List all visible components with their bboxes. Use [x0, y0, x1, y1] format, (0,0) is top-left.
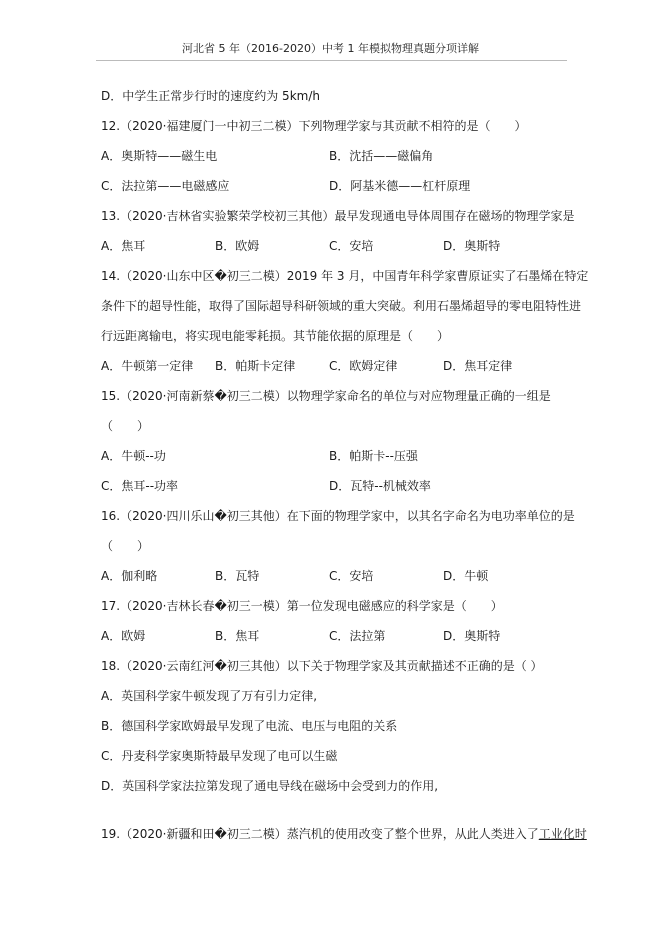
- question-17-option-b: B．焦耳: [215, 629, 260, 643]
- header-divider: [96, 60, 567, 61]
- question-16-stem-line-1: 16.（2020·四川乐山�初三其他）在下面的物理学家中，以其名字命名为电功率单位的是: [101, 509, 575, 523]
- page-header: 河北省 5 年（2016-2020）中考 1 年模拟物理真题分项详解: [182, 42, 479, 55]
- question-16-stem-line-2: （ ）: [101, 539, 150, 553]
- question-19-stem-underlined: 工业化时: [538, 827, 587, 841]
- question-14-stem-line-2: 条件下的超导性能，取得了国际超导科研领域的重大突破。利用石墨烯超导的零电阻特性进: [101, 299, 582, 313]
- question-18-stem: 18.（2020·云南红河�初三其他）以下关于物理学家及其贡献描述不正确的是（ ）: [101, 659, 543, 673]
- question-17-option-a: A．欧姆: [101, 629, 146, 643]
- question-13-option-d: D．奥斯特: [443, 239, 501, 253]
- question-14-option-c: C．欧姆定律: [329, 359, 398, 373]
- question-14-option-d: D．焦耳定律: [443, 359, 513, 373]
- question-13-option-a: A．焦耳: [101, 239, 146, 253]
- question-15-option-b: B．帕斯卡--压强: [329, 449, 418, 463]
- question-12-option-d: D．阿基米德——杠杆原理: [329, 179, 471, 193]
- question-18-option-d: D．英国科学家法拉第发现了通电导线在磁场中会受到力的作用,: [101, 779, 439, 793]
- question-16-option-c: C．安培: [329, 569, 374, 583]
- question-12-option-a: A．奥斯特——磁生电: [101, 149, 218, 163]
- question-12-option-c: C．法拉第——电磁感应: [101, 179, 230, 193]
- question-14-stem-line-3: 行远距离输电，将实现电能零耗损。其节能依据的原理是（ ）: [101, 329, 450, 343]
- question-16-option-b: B．瓦特: [215, 569, 260, 583]
- question-14-option-a: A．牛顿第一定律: [101, 359, 194, 373]
- previous-question-option-d: D．中学生正常步行时的速度约为 5km/h: [101, 89, 320, 103]
- question-15-option-a: A．牛顿--功: [101, 449, 166, 463]
- question-13-option-c: C．安培: [329, 239, 374, 253]
- question-13-stem: 13.（2020·吉林省实验繁荣学校初三其他）最早发现通电导体周围存在磁场的物理学家是: [101, 209, 575, 223]
- question-17-option-d: D．奥斯特: [443, 629, 501, 643]
- question-17-stem: 17.（2020·吉林长春�初三一模）第一位发现电磁感应的科学家是（ ）: [101, 599, 503, 613]
- question-15-stem-line-2: （ ）: [101, 419, 150, 433]
- question-15-option-c: C．焦耳--功率: [101, 479, 179, 493]
- question-17-option-c: C．法拉第: [329, 629, 386, 643]
- question-18-option-b: B．德国科学家欧姆最早发现了电流、电压与电阻的关系: [101, 719, 398, 733]
- question-18-option-a: A．英国科学家牛顿发现了万有引力定律,: [101, 689, 318, 703]
- question-18-option-c: C．丹麦科学家奥斯特最早发现了电可以生磁: [101, 749, 338, 763]
- question-16-option-a: A．伽利略: [101, 569, 158, 583]
- question-12-stem: 12.（2020·福建厦门一中初三二模）下列物理学家与其贡献不相符的是（ ）: [101, 119, 527, 133]
- question-12-option-b: B．沈括——磁偏角: [329, 149, 434, 163]
- question-15-stem-line-1: 15.（2020·河南新蔡�初三二模）以物理学家命名的单位与对应物理量正确的一组是: [101, 389, 551, 403]
- question-13-option-b: B．欧姆: [215, 239, 260, 253]
- question-19-stem: [101, 826, 587, 842]
- question-15-option-d: D．瓦特--机械效率: [329, 479, 431, 493]
- question-19-stem-main: 19.（2020·新疆和田�初三二模）蒸汽机的使用改变了整个世界，从此人类进入了: [101, 827, 539, 841]
- question-14-stem-line-1: 14.（2020·山东中区�初三二模）2019 年 3 月，中国青年科学家曹原证实了石墨烯在特定: [101, 269, 589, 283]
- question-14-option-b: B．帕斯卡定律: [215, 359, 296, 373]
- question-16-option-d: D．牛顿: [443, 569, 489, 583]
